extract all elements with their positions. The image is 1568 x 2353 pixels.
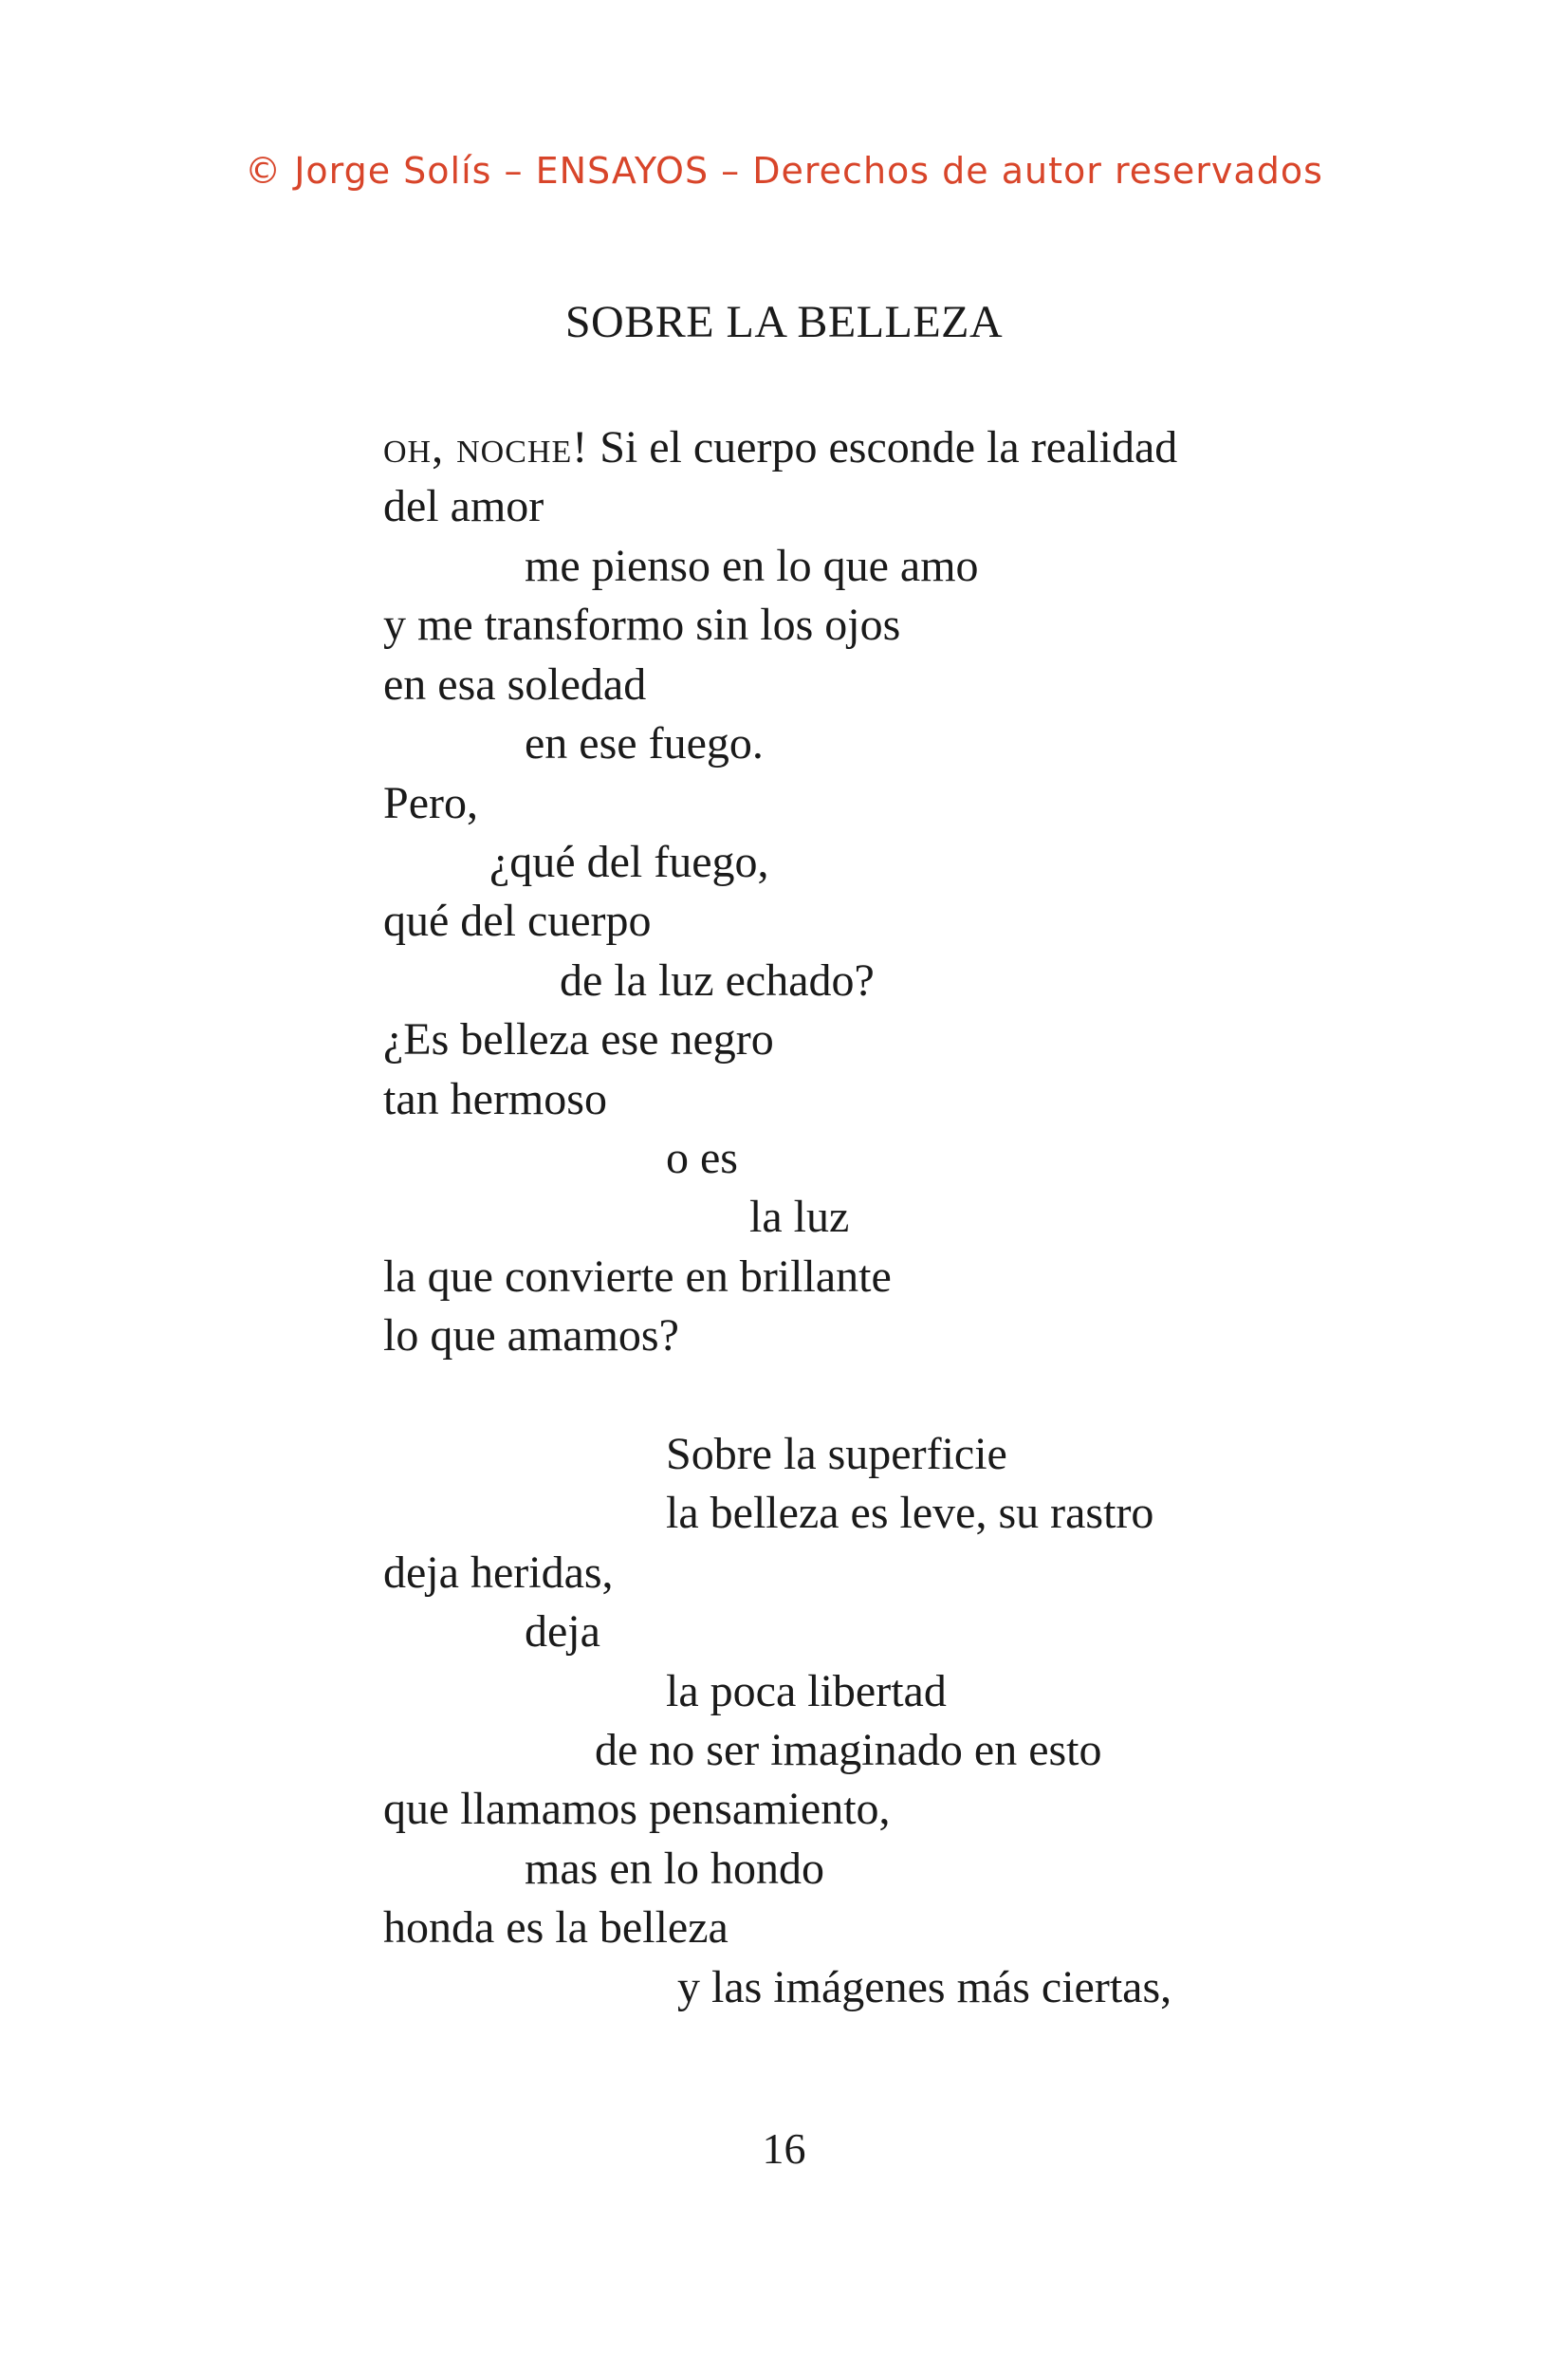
poem-line-11: ¿Es belleza ese negro <box>383 1014 774 1065</box>
poem-line-24: mas en lo hondo <box>525 1843 824 1894</box>
poem-line-10: de la luz echado? <box>560 955 875 1006</box>
poem-line-15: la que convierte en brillante <box>383 1251 892 1302</box>
poem-line-17: Sobre la superficie <box>666 1429 1007 1479</box>
poem-line-19: deja heridas, <box>383 1547 614 1598</box>
poem-line-16: lo que amamos? <box>383 1310 679 1361</box>
poem-line-5: en esa soledad <box>383 659 647 710</box>
poem-line-1-rest: Si el cuerpo esconde la realidad <box>588 422 1178 472</box>
poem-line-13: o es <box>666 1133 738 1183</box>
poem-line-7: Pero, <box>383 778 478 828</box>
poem-line-4: y me transformo sin los ojos <box>383 600 901 650</box>
copyright-header: © Jorge Solís – ENSAYOS – Derechos de autor reservados <box>245 150 1323 192</box>
poem-line-12: tan hermoso <box>383 1074 607 1124</box>
page-number: 16 <box>762 2124 806 2173</box>
poem-line-9: qué del cuerpo <box>383 896 652 946</box>
poem-line-21: la poca libertad <box>666 1666 947 1716</box>
poem-line-22: de no ser imaginado en esto <box>595 1725 1102 1775</box>
poem-line-8: ¿qué del fuego, <box>489 837 769 887</box>
poem-line-20: deja <box>525 1606 600 1657</box>
poem-line-6: en ese fuego. <box>525 718 764 769</box>
opening-smallcaps: oh, noche! <box>383 422 589 472</box>
poem-line-2: del amor <box>383 481 544 531</box>
poem-line-25: honda es la belleza <box>383 1902 729 1953</box>
poem-line-1 <box>383 419 1177 476</box>
poem-line-14: la luz <box>749 1192 850 1242</box>
poem-line-3: me pienso en lo que amo <box>525 541 979 591</box>
poem-line-23: que llamamos pensamiento, <box>383 1784 891 1834</box>
poem-line-18: la belleza es leve, su rastro <box>666 1488 1154 1538</box>
poem-title: SOBRE LA BELLEZA <box>564 297 1004 347</box>
poem-line-26: y las imágenes más ciertas, <box>677 1962 1172 2012</box>
